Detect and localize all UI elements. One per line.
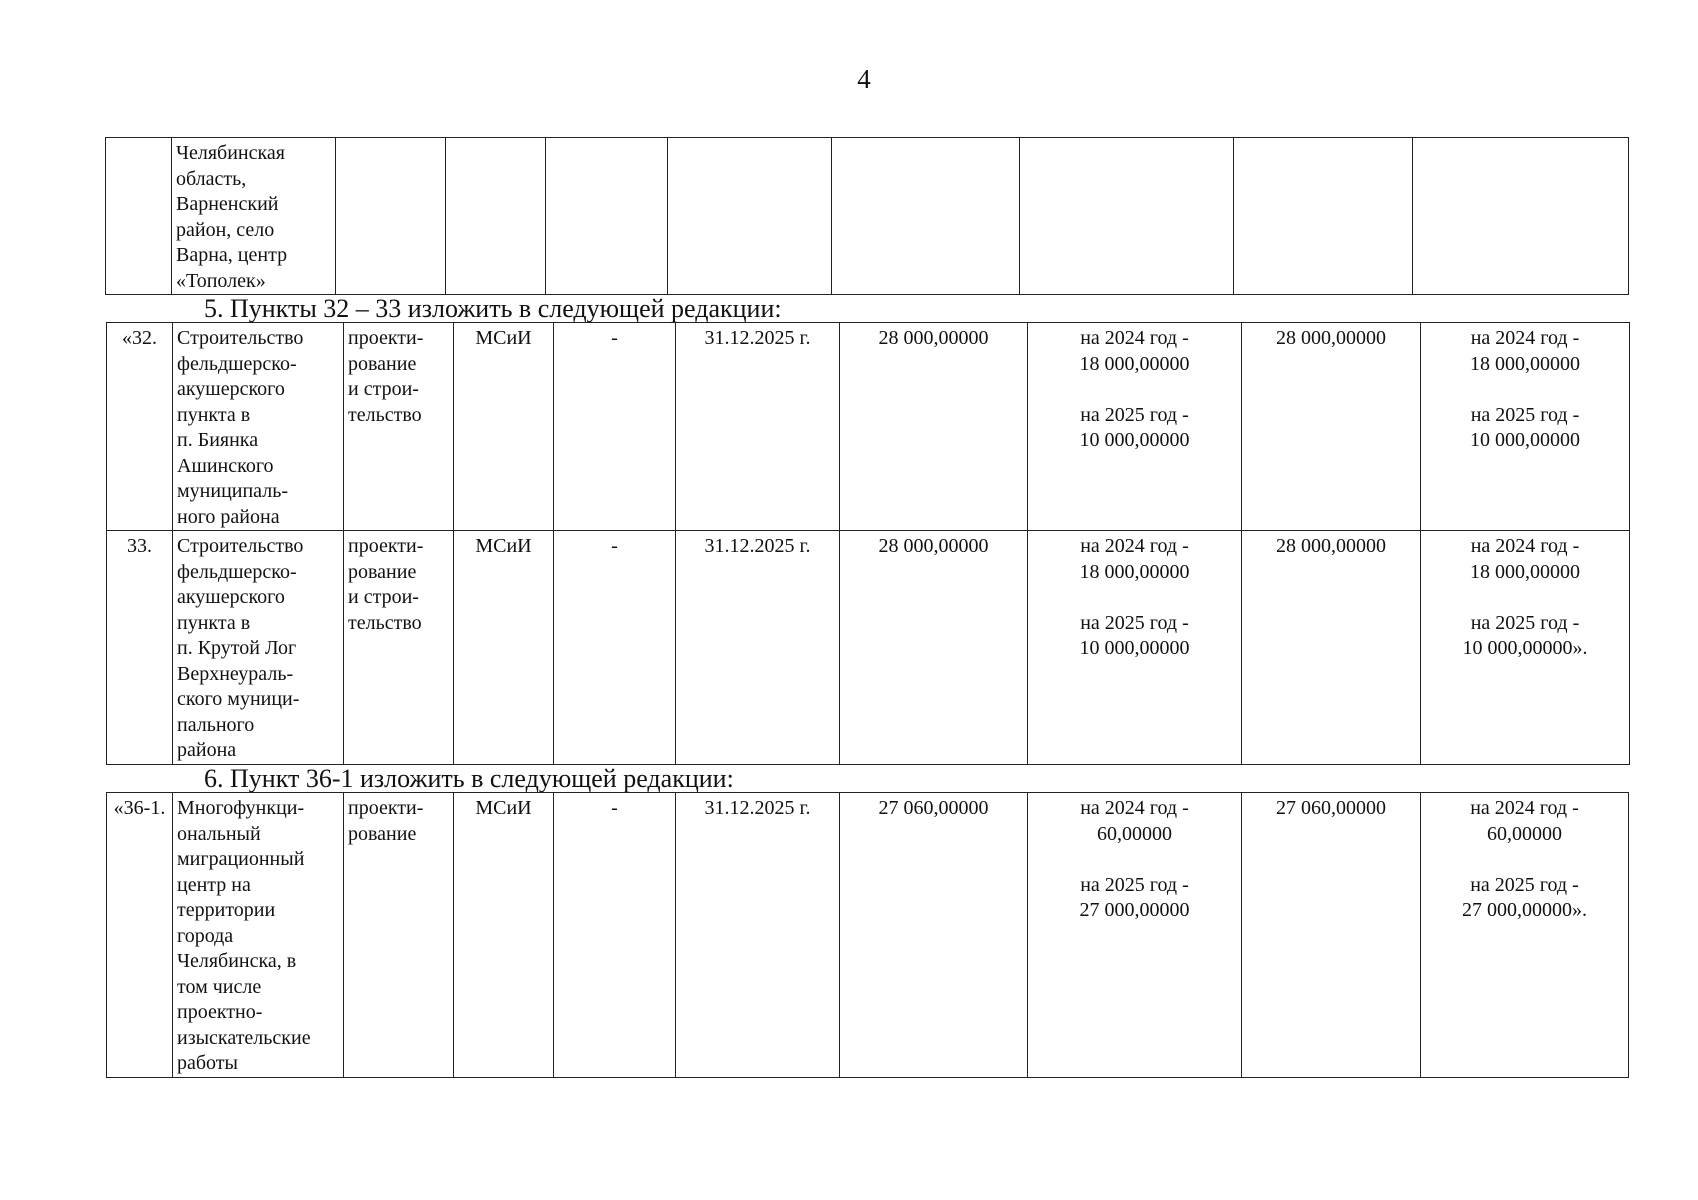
cell-object-name: Строительство фельдшерско- акушерского пункта в п. Биянка Ашинского муниципаль- ного района xyxy=(173,323,344,531)
cell-empty xyxy=(1020,138,1234,295)
cell-funding-by-year: на 2024 год - 18 000,00000 на 2025 год - 10 000,00000 xyxy=(1421,323,1630,531)
table-row xyxy=(107,531,1630,765)
cell-customer: МСиИ xyxy=(454,531,554,765)
cell-object-name: Челябинская область, Варненский район, село Варна, центр «Тополек» xyxy=(172,138,336,295)
cell-date: 31.12.2025 г. xyxy=(676,793,840,1078)
cell-cost-by-year: на 2024 год - 18 000,00000 на 2025 год - 10 000,00000 xyxy=(1028,323,1242,531)
cell-funding: 28 000,00000 xyxy=(1242,323,1421,531)
cell-date: 31.12.2025 г. xyxy=(676,323,840,531)
cell-dash: - xyxy=(554,793,676,1078)
table-row xyxy=(107,793,1629,1078)
cell-work-type: проекти- рование xyxy=(344,793,454,1078)
cell-dash: - xyxy=(554,323,676,531)
cell-empty xyxy=(668,138,832,295)
cell-number: «36-1. xyxy=(107,793,173,1078)
table-row xyxy=(106,138,1629,295)
cell-cost-by-year: на 2024 год - 18 000,00000 на 2025 год - 10 000,00000 xyxy=(1028,531,1242,765)
cell-funding: 28 000,00000 xyxy=(1242,531,1421,765)
cell-total-cost: 27 060,00000 xyxy=(840,793,1028,1078)
cell-dash: - xyxy=(554,531,676,765)
cell-number: 33. xyxy=(107,531,173,765)
section-5-heading: 5. Пункты 32 – 33 изложить в следующей редакции: xyxy=(204,294,782,323)
cell-work-type: проекти- рование и строи- тельство xyxy=(344,531,454,765)
table-section-5 xyxy=(106,322,1630,765)
cell-customer: МСиИ xyxy=(454,793,554,1078)
cell-empty xyxy=(1234,138,1413,295)
cell-number: «32. xyxy=(107,323,173,531)
cell-empty xyxy=(1413,138,1629,295)
cell-empty xyxy=(546,138,668,295)
cell-empty xyxy=(832,138,1020,295)
cell-total-cost: 28 000,00000 xyxy=(840,531,1028,765)
cell-date: 31.12.2025 г. xyxy=(676,531,840,765)
cell-total-cost: 28 000,00000 xyxy=(840,323,1028,531)
table-row xyxy=(107,323,1630,531)
section-6-heading: 6. Пункт 36-1 изложить в следующей редакции: xyxy=(204,764,734,793)
cell-object-name: Строительство фельдшерско- акушерского пункта в п. Крутой Лог Верхнеураль- ского муници- пального района xyxy=(173,531,344,765)
cell-customer: МСиИ xyxy=(454,323,554,531)
cell-funding-by-year: на 2024 год - 18 000,00000 на 2025 год - 10 000,00000». xyxy=(1421,531,1630,765)
cell-object-name: Многофункци- ональный миграционный центр на территории города Челябинска, в том числе проектно- изыскательские работы xyxy=(173,793,344,1078)
cell-funding-by-year: на 2024 год - 60,00000 на 2025 год - 27 000,00000». xyxy=(1421,793,1629,1078)
cell-empty xyxy=(336,138,446,295)
table-continuation xyxy=(105,137,1629,295)
cell-work-type: проекти- рование и строи- тельство xyxy=(344,323,454,531)
cell-empty xyxy=(446,138,546,295)
table-section-6 xyxy=(106,792,1629,1078)
cell-cost-by-year: на 2024 год - 60,00000 на 2025 год - 27 000,00000 xyxy=(1028,793,1242,1078)
page-number: 4 xyxy=(857,64,871,94)
cell-number xyxy=(106,138,172,295)
cell-funding: 27 060,00000 xyxy=(1242,793,1421,1078)
